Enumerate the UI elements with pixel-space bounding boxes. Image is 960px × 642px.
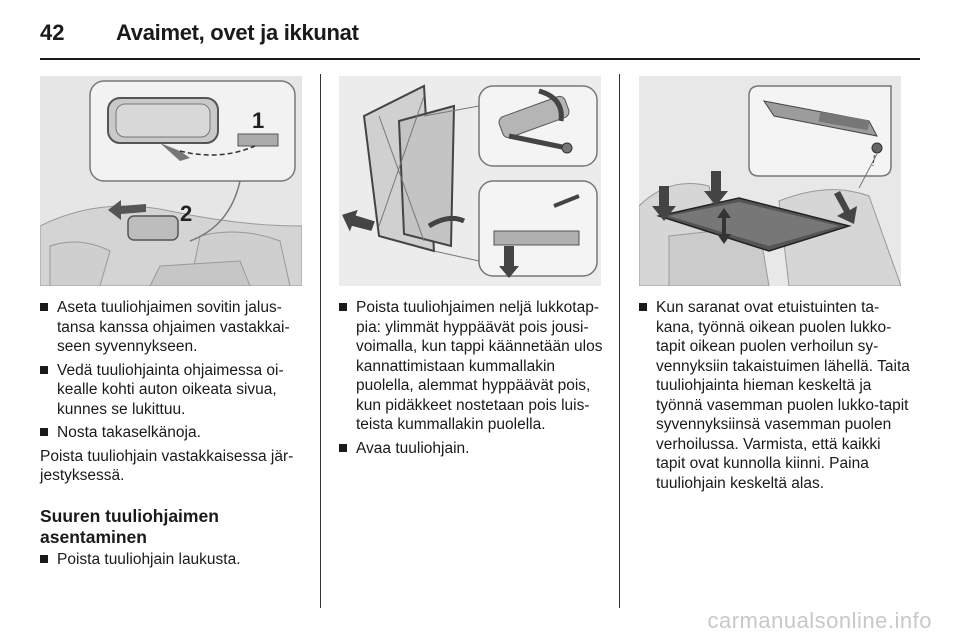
- callout-2: 2: [180, 201, 193, 226]
- list-item: Vedä tuuliohjainta ohjaimessa oi-kealle kohti auton oikeata sivua, kunnes se lukittuu.: [40, 361, 310, 420]
- column-middle: [339, 298, 609, 462]
- lock-pins-illustration: [339, 76, 601, 286]
- page-title: Avaimet, ovet ja ikkunat: [116, 20, 359, 45]
- list-item: Poista tuuliohjaimen neljä lukkotap-pia: ylimmät hyppäävät pois jousi-voimalla, kun tappi käännetään ulos kannattimistaan kummallakin puolella, alemmat hyppäävät pois, kun pidäkkeet nostetaan pois luis-teista kummallakin puolella.: [339, 298, 609, 435]
- list-item: Nosta takaselkänoja.: [40, 423, 310, 443]
- figure-lock-pins: [339, 76, 601, 286]
- bullet-list-right: [639, 298, 911, 493]
- header-rule: [40, 58, 920, 60]
- list-item: Aseta tuuliohjaimen sovitin jalus-tansa kanssa ohjaimen vastakkai-seen syvennykseen.: [40, 298, 310, 357]
- list-item: Avaa tuuliohjain.: [339, 439, 609, 459]
- column-left: [40, 298, 310, 573]
- bullet-list-middle: [339, 298, 609, 458]
- bullet-list-left-after: [40, 550, 310, 570]
- figure-deflector-adapter: [40, 76, 302, 286]
- section-heading: Suuren tuuliohjaimen asentaminen: [40, 505, 219, 547]
- paragraph-remove-reverse: Poista tuuliohjain vastakkaisessa jär-jestyksessä.: [40, 447, 294, 484]
- bullet-list-left: [40, 298, 310, 443]
- watermark: carmanualsonline.info: [707, 608, 932, 633]
- list-item: Kun saranat ovat etuistuinten ta-kana, työnnä oikean puolen lukko-tapit oikean puolen verhoilun sy-vennyksiin takaistuimen lähellä. Taita tuuliohjainta hieman keskeltä ja työnnä vasemman puolen lukko-tapit syvennyksiinsä vasemman puolen verhoilussa. Varmista, että kaikki tapit ovat kunnolla kiinni. Paina tuuliohjain keskeltä alas.: [639, 298, 911, 493]
- page-number: 42: [40, 20, 65, 45]
- callout-1: 1: [252, 108, 265, 133]
- column-right: [639, 298, 911, 497]
- page-header: [40, 20, 920, 50]
- list-item: Poista tuuliohjain laukusta.: [40, 550, 310, 570]
- column-divider-1: [320, 74, 321, 608]
- deflector-adapter-illustration: [40, 76, 302, 286]
- column-divider-2: [619, 74, 620, 608]
- figure-install-deflector: [639, 76, 901, 286]
- install-deflector-illustration: [639, 76, 901, 286]
